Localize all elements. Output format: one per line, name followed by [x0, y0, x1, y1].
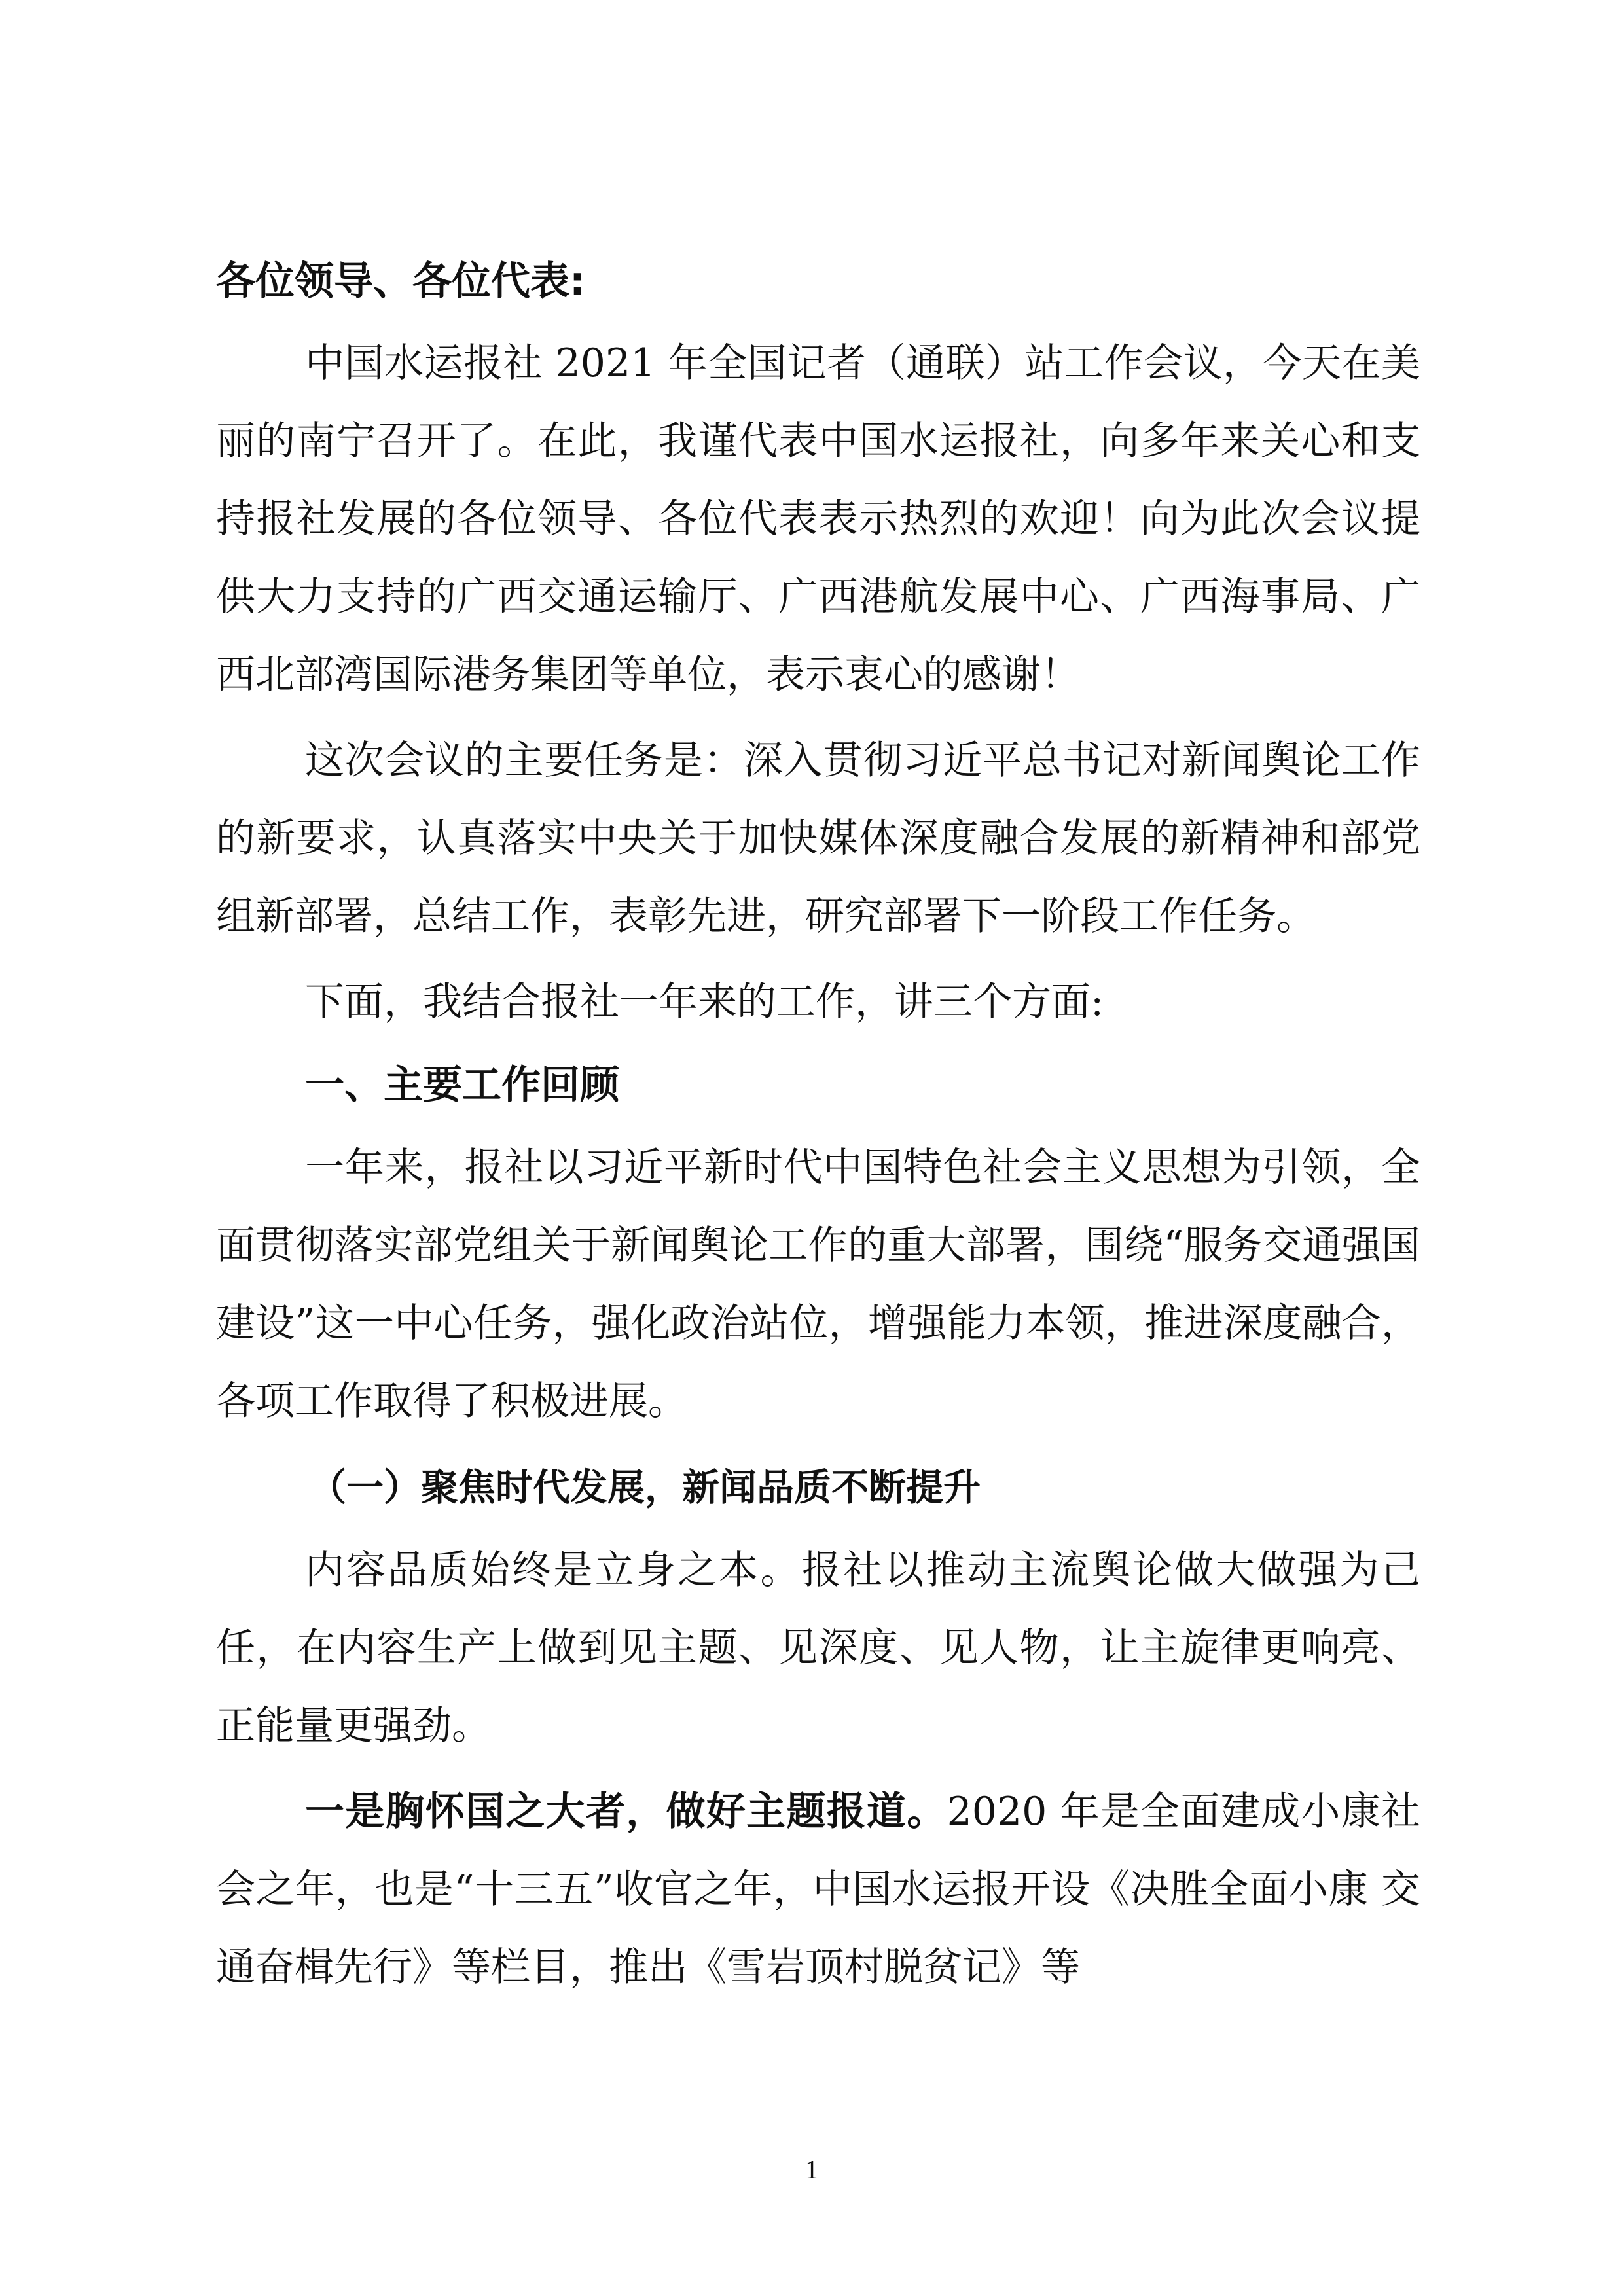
paragraph-theme-reporting-body: 2020 年是全面建成小康社会之年，也是“十三五”收官之年，中国水运报开设《决胜全面小康 交通奋楫先行》等栏目，推出《雪岩顶村脱贫记》等	[216, 1789, 1420, 1990]
page-number: 1	[805, 2155, 818, 2184]
paragraph-meeting-tasks: 这次会议的主要任务是：深入贯彻习近平总书记对新闻舆论工作的新要求，认真落实中央关于加快媒体深度融合发展的新精神和部党组新部署，总结工作，表彰先进，研究部署下一阶段工作任务。	[216, 738, 1420, 939]
paragraph-lead-phrase: 一是胸怀国之大者，做好主题报道。	[305, 1789, 947, 1835]
salutation: 各位领导、各位代表:	[216, 259, 585, 304]
paragraph-theme-reporting	[216, 1773, 1420, 2007]
paragraph-welcome: 中国水运报社 2021 年全国记者（通联）站工作会议，今天在美丽的南宁召开了。在此，我谨代表中国水运报社，向多年来关心和支持报社发展的各位领导、各位代表表示热烈的欢迎！向为此次会议提供大力支持的广西交通运输厅、广西港航发展中心、广西海事局、广西北部湾国际港务集团等单位，表示衷心的感谢！	[216, 340, 1420, 698]
subsection-heading-news-quality: （一）聚焦时代发展，新闻品质不断提升	[309, 1465, 981, 1509]
section-heading-review: 一、主要工作回顾	[305, 1062, 619, 1108]
paragraph-outline-intro: 下面，我结合报社一年来的工作，讲三个方面:	[305, 979, 1104, 1025]
paragraph-content-quality: 内容品质始终是立身之本。报社以推动主流舆论做大做强为己任，在内容生产上做到见主题、见深度、见人物，让主旋律更响亮、正能量更强劲。	[216, 1547, 1420, 1749]
paragraph-year-summary: 一年来，报社以习近平新时代中国特色社会主义思想为引领，全面贯彻落实部党组关于新闻舆论工作的重大部署，围绕“服务交通强国建设”这一中心任务，强化政治站位，增强能力本领，推进深度融合，各项工作取得了积极进展。	[216, 1145, 1420, 1424]
document-body	[216, 249, 1420, 2015]
